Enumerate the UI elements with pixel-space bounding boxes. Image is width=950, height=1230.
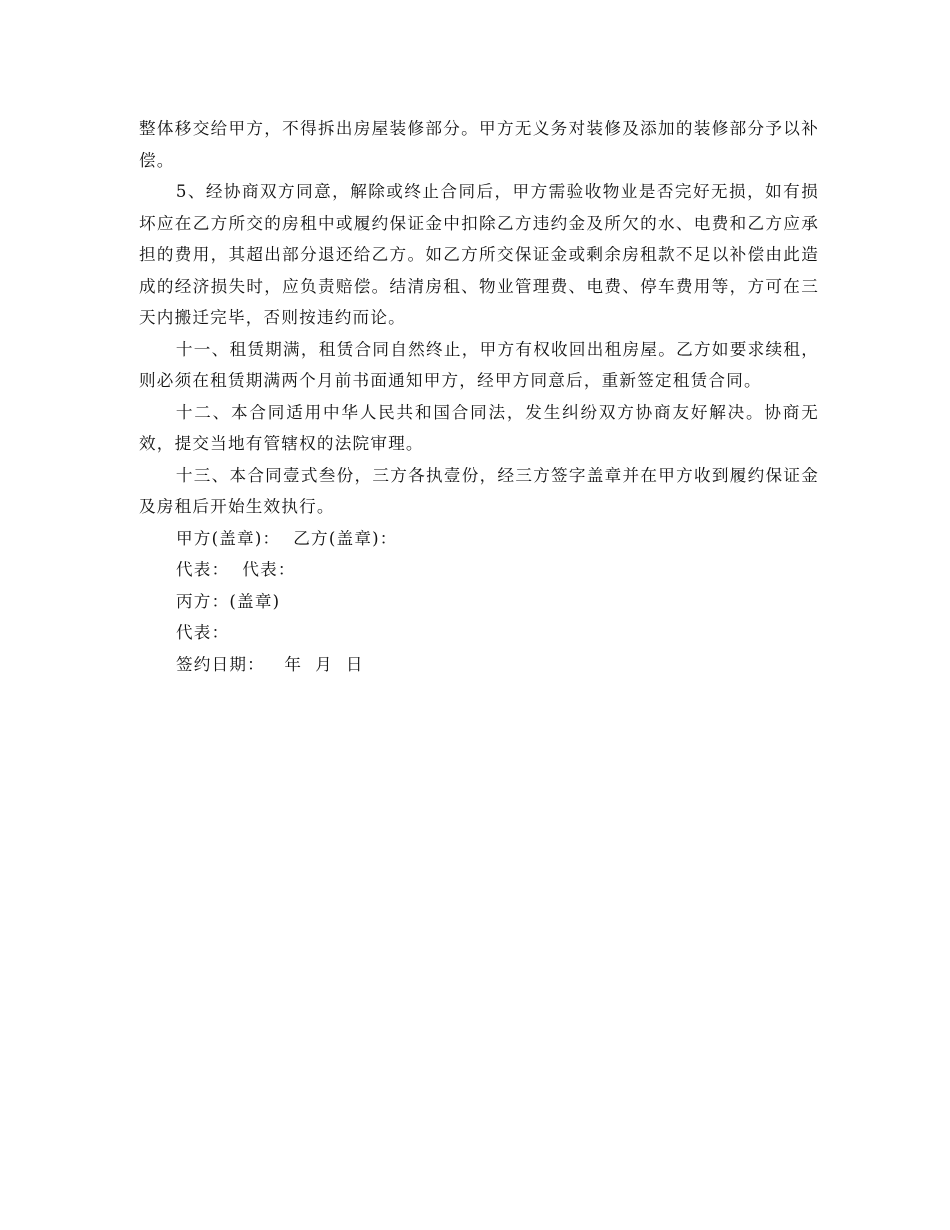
paragraph-clause-11: 十一、租赁期满，租赁合同自然终止，甲方有权收回出租房屋。乙方如要求续租，则必须在租赁期满两个月前书面通知甲方，经甲方同意后，重新签定租赁合同。 xyxy=(139,339,819,390)
signature-party-c: 丙方：(盖章) xyxy=(176,591,281,611)
signing-date: 签约日期： 年 月 日 xyxy=(176,654,364,674)
signature-representative-c: 代表： xyxy=(176,623,230,642)
signature-representatives: 代表： 代表： xyxy=(176,560,296,579)
signature-party-a-b: 甲方(盖章)： 乙方(盖章)： xyxy=(176,528,398,548)
paragraph-clause-5: 5、经协商双方同意，解除或终止合同后，甲方需验收物业是否完好无损，如有损坏应在乙方所交的房租中或履约保证金中扣除乙方违约金及所欠的水、电费和乙方应承担的费用，其超出部分退还给乙方。如乙方所交保证金或剩余房租款不足以补偿由此造成的经济损失时，应负责赔偿。结清房租、物业管理费、电费、停车费用等，方可在三天内搬迁完毕，否则按违约而论。 xyxy=(139,182,819,327)
signature-block xyxy=(139,523,819,681)
contract-body xyxy=(139,113,819,680)
paragraph-clause-12: 十二、本合同适用中华人民共和国合同法，发生纠纷双方协商友好解决。协商无效，提交当地有管辖权的法院审理。 xyxy=(139,402,819,453)
paragraph-clause-13: 十三、本合同壹式叁份，三方各执壹份，经三方签字盖章并在甲方收到履约保证金及房租后开始生效执行。 xyxy=(139,465,819,516)
paragraph-continuation: 整体移交给甲方，不得拆出房屋装修部分。甲方无义务对装修及添加的装修部分予以补偿。 xyxy=(139,119,819,170)
